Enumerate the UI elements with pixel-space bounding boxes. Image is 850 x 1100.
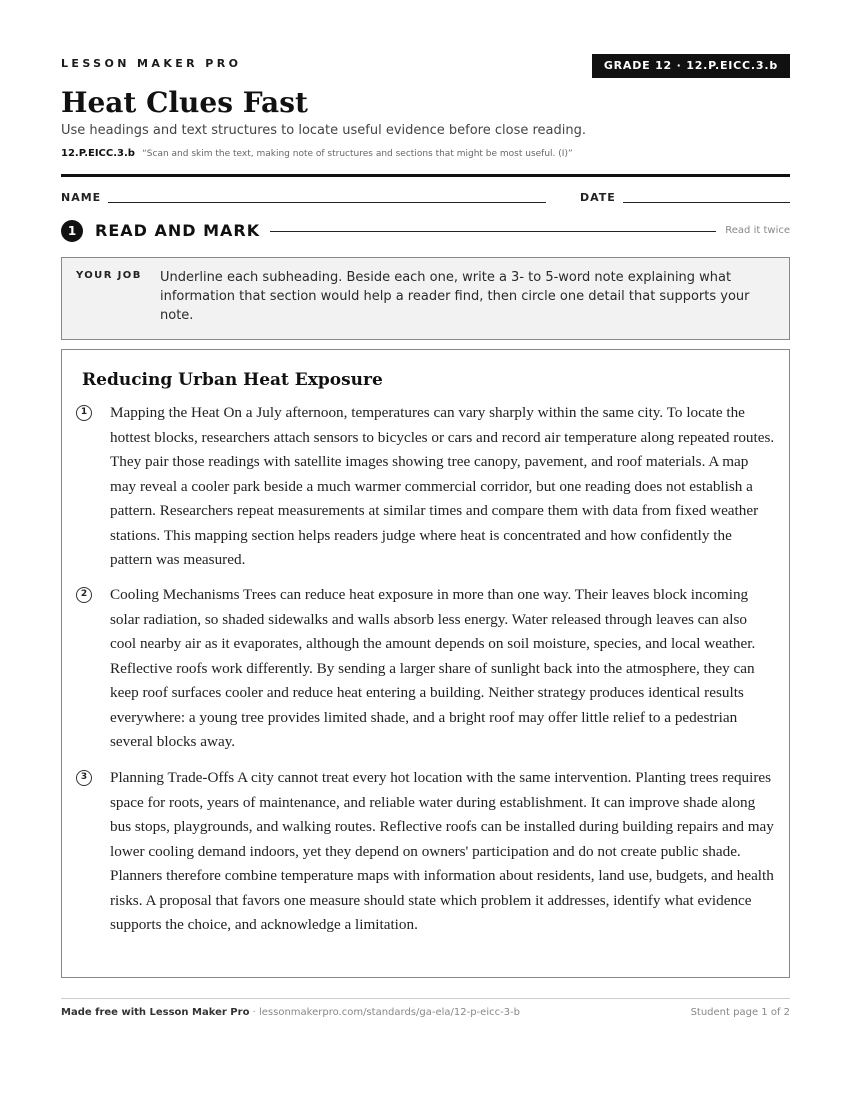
date-field[interactable]: [623, 202, 790, 203]
footer-divider: [61, 998, 790, 999]
paragraph-number: 1: [76, 405, 92, 421]
name-field[interactable]: [108, 202, 546, 203]
page-title: Heat Clues Fast: [61, 86, 308, 119]
name-label: NAME: [61, 191, 102, 204]
passage-title: Reducing Urban Heat Exposure: [82, 370, 383, 390]
header-divider: [61, 174, 790, 177]
date-label: DATE: [580, 191, 616, 204]
name-date-row: [61, 190, 790, 206]
footer-page-number: Student page 1 of 2: [690, 1007, 790, 1018]
standard-line: [61, 147, 573, 161]
your-job-instructions: Underline each subheading. Beside each one, write a 3- to 5-word note explaining what information that section would help a reader find, then circle one detail that supports your note.: [160, 270, 750, 323]
section-header: [61, 220, 790, 242]
paragraph-text: Planning Trade-Offs A city cannot treat every hot location with the same intervention. Planting trees requires space for roots, years of maintenance, and reliable water during establishment. It can improve shade along bus stops, playgrounds, and walking routes. Reflective roofs can be installed during building repairs and may lower cooling demand indoors, yet they depend on owners' participation and do not create public shade. Planners therefore combine temperature maps with information about residents, land use, budgets, and health risks. A proposal that favors one measure should state which problem it addresses, identify what evidence supports the choice, and acknowledge a limitation.: [110, 769, 774, 933]
your-job-box: [61, 257, 790, 340]
page-subtitle: Use headings and text structures to locate useful evidence before close reading.: [61, 123, 586, 138]
brand-name: LESSON MAKER PRO: [61, 57, 242, 70]
section-number-badge: 1: [61, 220, 83, 242]
section-rule: [270, 231, 716, 232]
section-title: READ AND MARK: [95, 221, 261, 240]
reading-passage: [61, 349, 790, 978]
paragraph-text: Mapping the Heat On a July afternoon, temperatures can vary sharply within the same city. To locate the hottest blocks, researchers attach sensors to bicycles or cars and record air temperature along repeated routes. They pair those readings with satellite images showing tree canopy, pavement, and roof materials. A map may reveal a cooler park beside a much warmer commercial corridor, but one reading does not establish a pattern. Researchers repeat measurements at similar times and compare them with data from fixed weather stations. This mapping section helps readers judge where heat is concentrated and how confidently the pattern was measured.: [110, 404, 775, 568]
footer-credit: [61, 1006, 520, 1020]
standard-quote: “Scan and skim the text, making note of structures and sections that might be most useful. (I)”: [142, 149, 573, 159]
footer-made-with: Made free with Lesson Maker Pro: [61, 1007, 250, 1018]
your-job-label: YOUR JOB: [76, 270, 142, 281]
paragraph-number: 2: [76, 587, 92, 603]
grade-badge: GRADE 12 · 12.P.EICC.3.b: [592, 54, 790, 78]
paragraph-text: Cooling Mechanisms Trees can reduce heat exposure in more than one way. Their leaves block incoming solar radiation, so shaded sidewalks and walls absorb less energy. Water released through leaves can also cool nearby air as it evaporates, although the amount depends on soil moisture, species, and local weather. Reflective roofs work differently. By sending a larger share of sunlight back into the atmosphere, they can keep roof surfaces cooler and reduce heat entering a building. Neither strategy produces identical results everywhere: a young tree provides limited shade, and a bright roof may offer little relief to a pedestrian several blocks away.: [110, 586, 756, 750]
paragraph-number: 3: [76, 770, 92, 786]
standard-code: 12.P.EICC.3.b: [61, 148, 135, 159]
footer-url[interactable]: · lessonmakerpro.com/standards/ga-ela/12-p-eicc-3-b: [249, 1007, 521, 1018]
section-note: Read it twice: [725, 225, 790, 236]
